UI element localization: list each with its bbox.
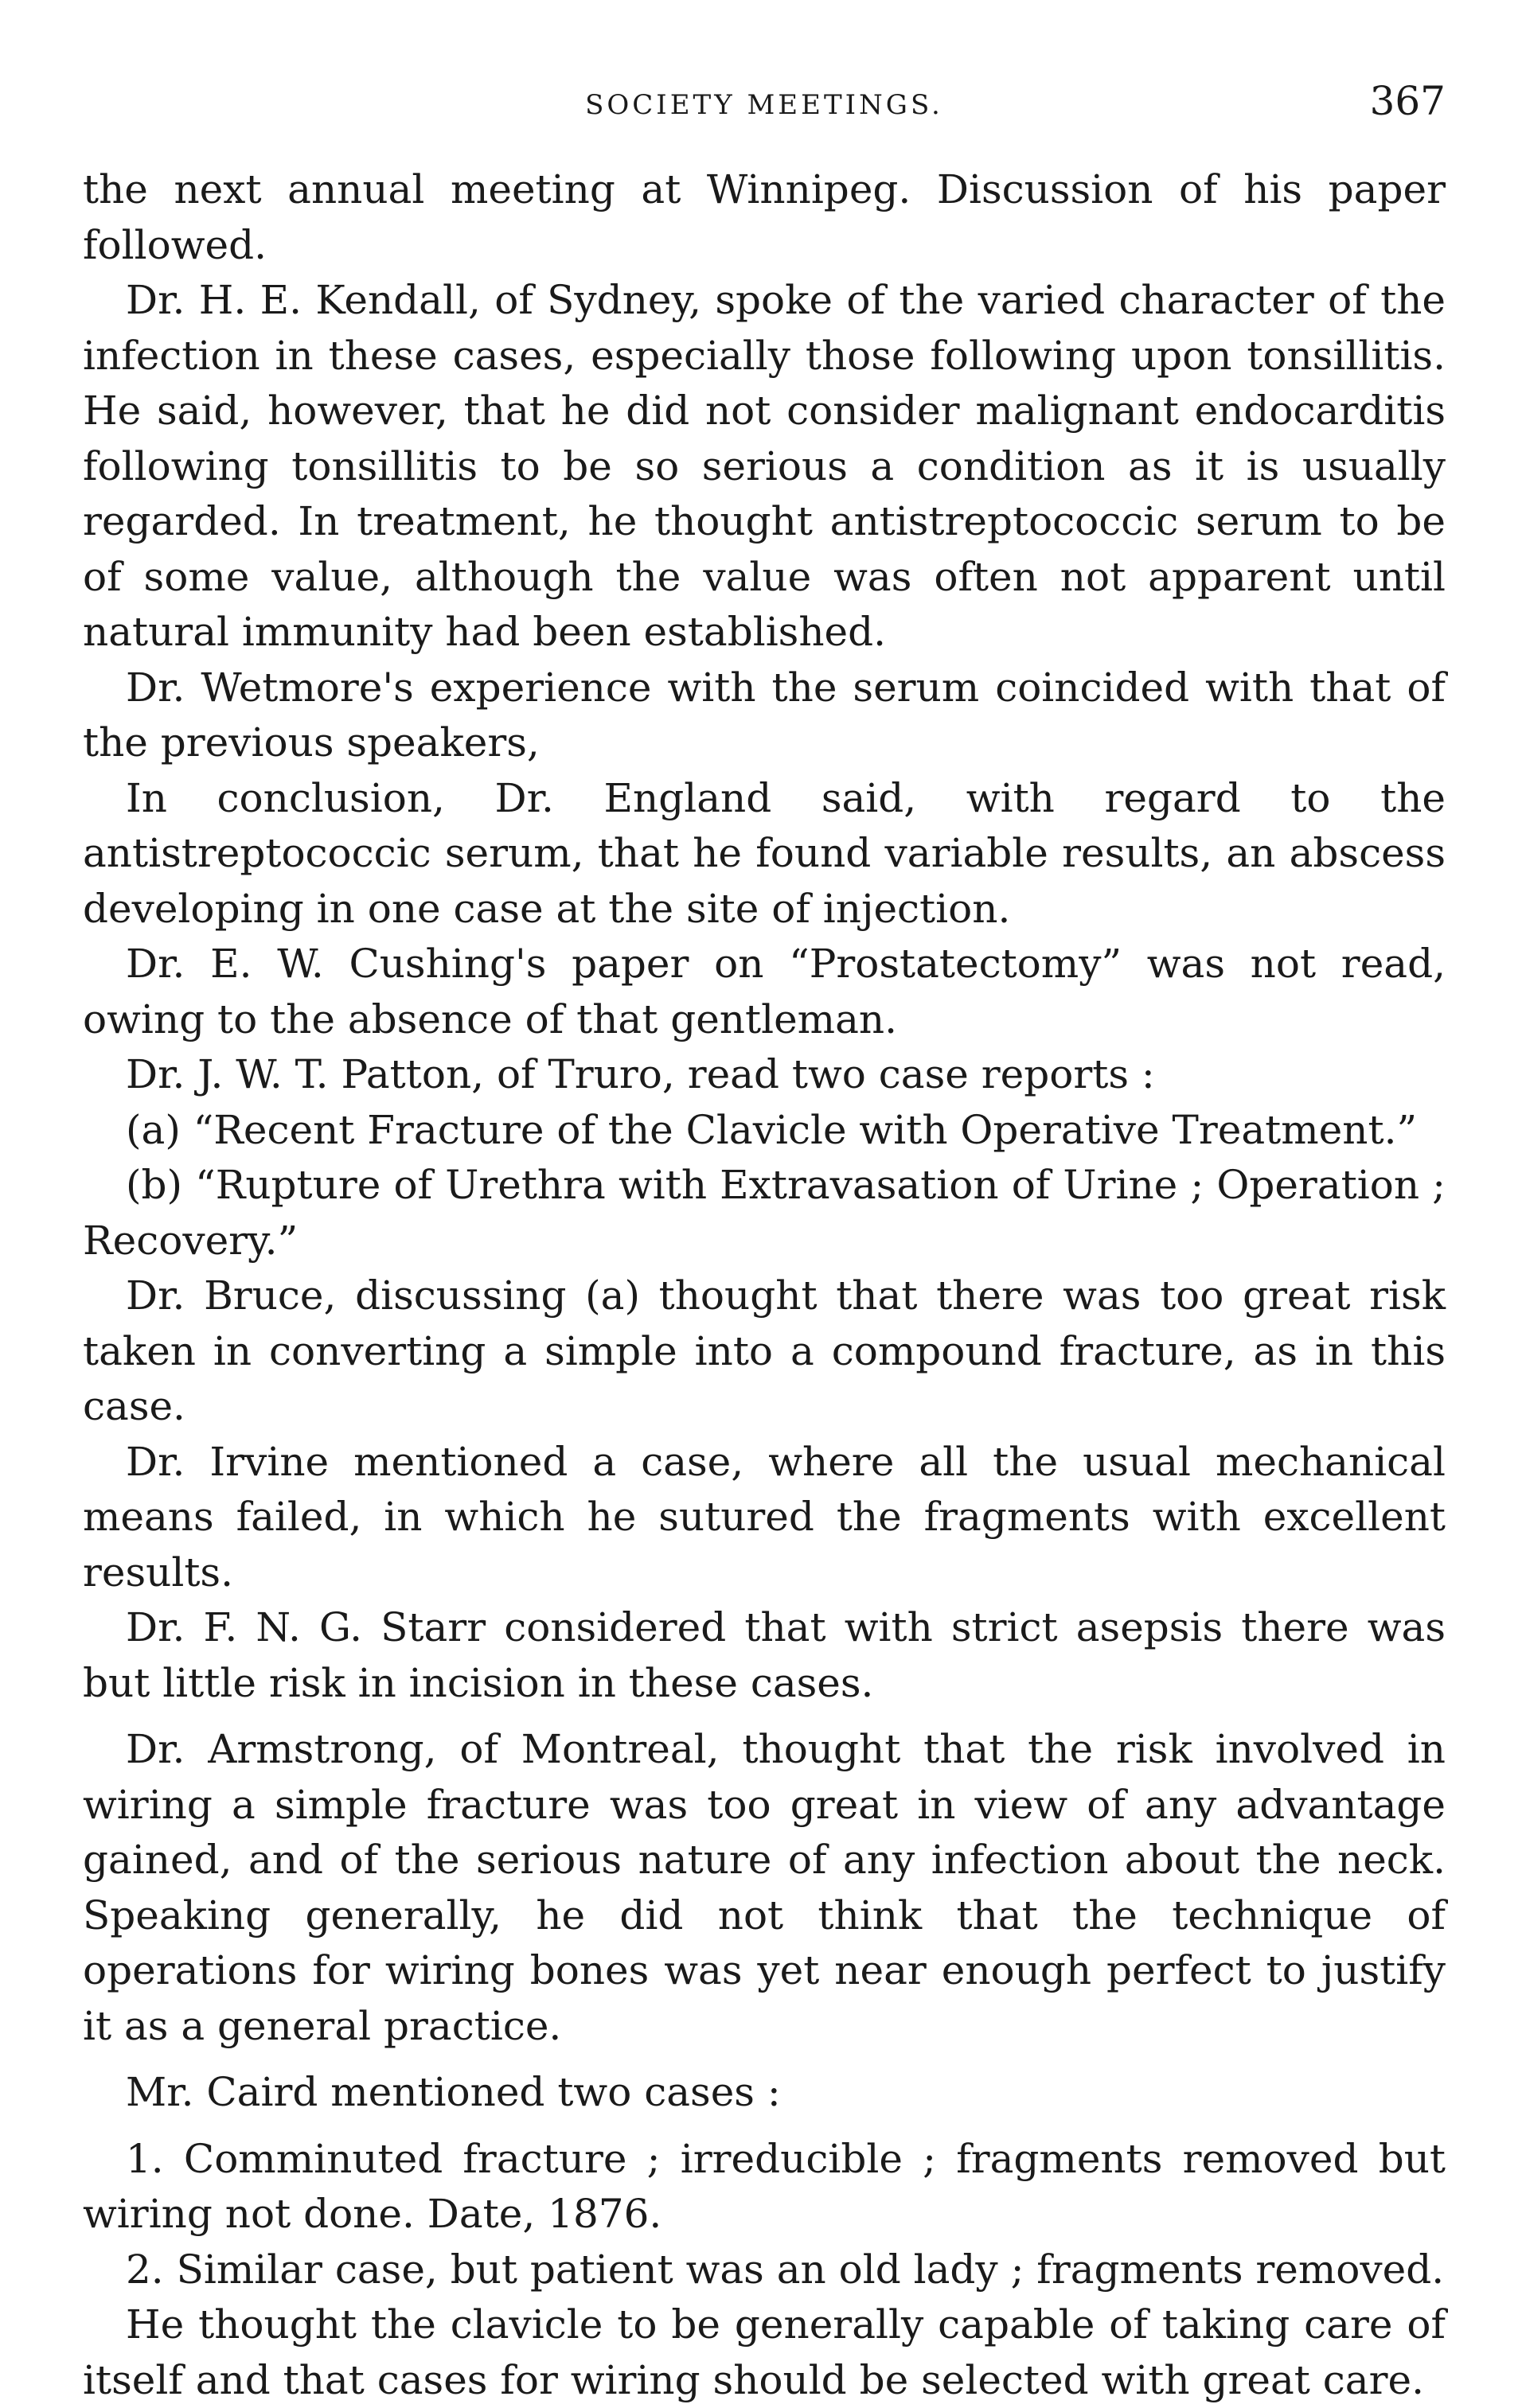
paragraph-kendall: Dr. H. E. Kendall, of Sydney, spoke of the varied character of the infection in these cases, especially those following upon tonsillitis. He said, however, that he did not consider malignant endocarditis following tonsillitis to be so serious a condition as it is usually regarded. In treatment, he thought antistreptococcic serum to be of some value, although the value was often not apparent until natural immunity had been established. bbox=[83, 277, 1446, 655]
paragraph-england: In conclusion, Dr. England said, with regard to the antistreptococcic serum, that he found variable results, an abscess developing in one case at the site of injection. bbox=[83, 774, 1446, 932]
running-title: SOCIETY MEETINGS. bbox=[585, 89, 943, 121]
paragraph-patton: Dr. J. W. T. Patton, of Truro, read two case reports : bbox=[126, 1051, 1155, 1097]
paragraph-wetmore: Dr. Wetmore's experience with the serum coincided with that of the previous speakers, bbox=[83, 664, 1446, 766]
page-number: 367 bbox=[1369, 78, 1446, 124]
paragraph-caird: Mr. Caird mentioned two cases : bbox=[126, 2069, 781, 2115]
paragraph-continuation: the next annual meeting at Winnipeg. Discussion of his paper followed. bbox=[83, 166, 1446, 268]
paragraph-bruce: Dr. Bruce, discussing (a) thought that there was too great risk taken in converting a simple into a compound fracture, as in this case. bbox=[83, 1272, 1446, 1429]
case-report-b: (b) “Rupture of Urethra with Extravasation of Urine ; Operation ; Recovery.” bbox=[83, 1162, 1446, 1264]
case-item-1: 1. Comminuted fracture ; irreducible ; fragments removed but wiring not done. Date, 1876. bbox=[83, 2135, 1446, 2237]
body-text bbox=[83, 162, 1446, 2408]
paragraph-conclusion: He thought the clavicle to be generally capable of taking care of itself and that cases for wiring should be selected with great care. bbox=[83, 2301, 1446, 2403]
case-report-a: (a) “Recent Fracture of the Clavicle with Operative Treatment.” bbox=[126, 1106, 1418, 1153]
document-page bbox=[83, 76, 1446, 2403]
running-head bbox=[83, 76, 1446, 132]
case-item-2: 2. Similar case, but patient was an old lady ; fragments removed. bbox=[126, 2246, 1445, 2293]
paragraph-cushing: Dr. E. W. Cushing's paper on “Prostatectomy” was not read, owing to the absence of that gentleman. bbox=[83, 941, 1446, 1042]
paragraph-starr: Dr. F. N. G. Starr considered that with strict asepsis there was but little risk in incision in these cases. bbox=[83, 1604, 1446, 1706]
paragraph-irvine: Dr. Irvine mentioned a case, where all the usual mechanical means failed, in which he sutured the fragments with excellent results. bbox=[83, 1438, 1446, 1596]
paragraph-armstrong: Dr. Armstrong, of Montreal, thought that the risk involved in wiring a simple fracture was too great in view of any advantage gained, and of the serious nature of any infection about the neck. Speaking generally, he did not think that the technique of operations for wiring bones was yet near enough perfect to justify it as a general practice. bbox=[83, 1726, 1446, 2049]
